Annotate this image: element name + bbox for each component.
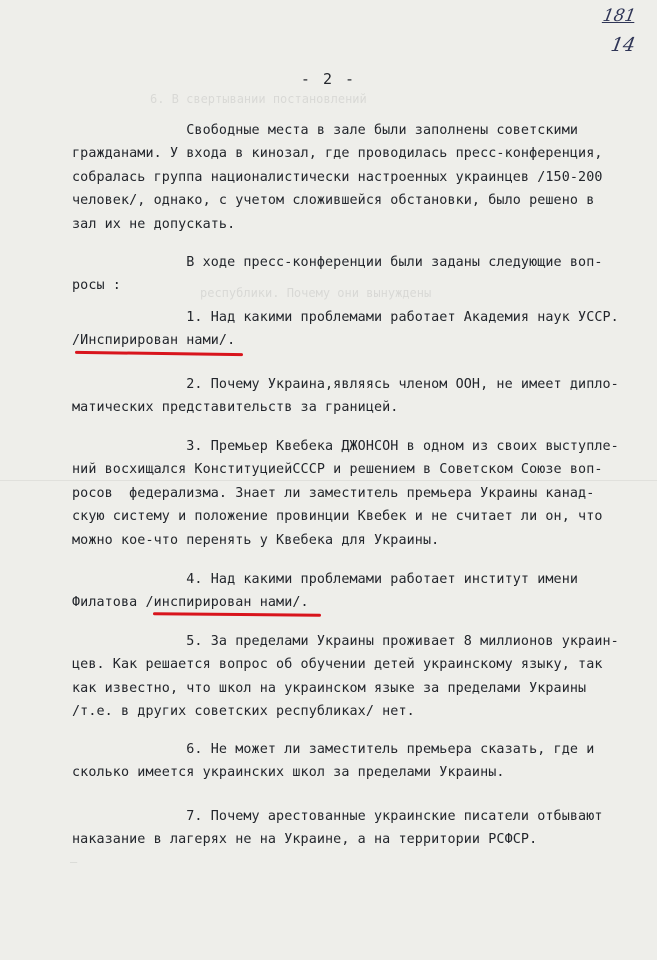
question-4: 4. Над какими проблемами работает институт имени Филатова /инспирирован нами/. (72, 572, 579, 611)
question-2: 2. Почему Украина,являясь членом ООН, не имеет дипло- матических представительств за границей. (72, 377, 619, 416)
intro-paragraph: Свободные места в зале были заполнены советскими гражданами. У входа в кинозал, где проводилась пресс-конференция, собралась группа националистически настроенных украинцев /150-200 человек/, однако, с учетом сложившейся обстановки, было решено в зал их не допускать. (72, 123, 603, 232)
handwritten-archive-number: 181 (600, 6, 637, 26)
question-3: 3. Премьер Квебека ДЖОНСОН в одном из своих выступле- ний восхищался КонституциейСССР и решением в Советском Союзе воп- росов федерализма. Знает ли заместитель премьера Украины канад- скую систему и положение провинции Квебек и не считает ли он, что можно кое-что перенять у Квебека для Украины. (72, 439, 619, 548)
question-5: 5. За пределами Украины проживает 8 миллионов украин- цев. Как решается вопрос об обучении детей украинскому языку, так как известно, что школ на украинском языке за пределами Украины /т.е. в других советских республиках/ нет. (72, 634, 619, 720)
question-1: 1. Над какими проблемами работает Академия наук УССР. /Инспирирован нами/. (72, 310, 619, 349)
bleed-through-text: республики. Почему они вынуждены (200, 286, 432, 300)
handwritten-sheet-number: 14 (608, 34, 637, 56)
bleed-through-text: 6. В свертывании постановлений (150, 92, 367, 106)
bleed-through-text: — (70, 855, 78, 869)
questions-intro-paragraph: В ходе пресс-конференции были заданы следующие воп- росы : (72, 255, 603, 294)
red-underline-mark (153, 612, 321, 616)
question-7: 7. Почему арестованные украинские писатели отбывают наказание в лагерях не на Украине, а на территории РСФСР. (72, 809, 603, 848)
page-number: - 2 - (300, 70, 357, 88)
question-6: 6. Не может ли заместитель премьера сказать, где и сколько имеется украинских школ за пределами Украины. (72, 742, 595, 781)
